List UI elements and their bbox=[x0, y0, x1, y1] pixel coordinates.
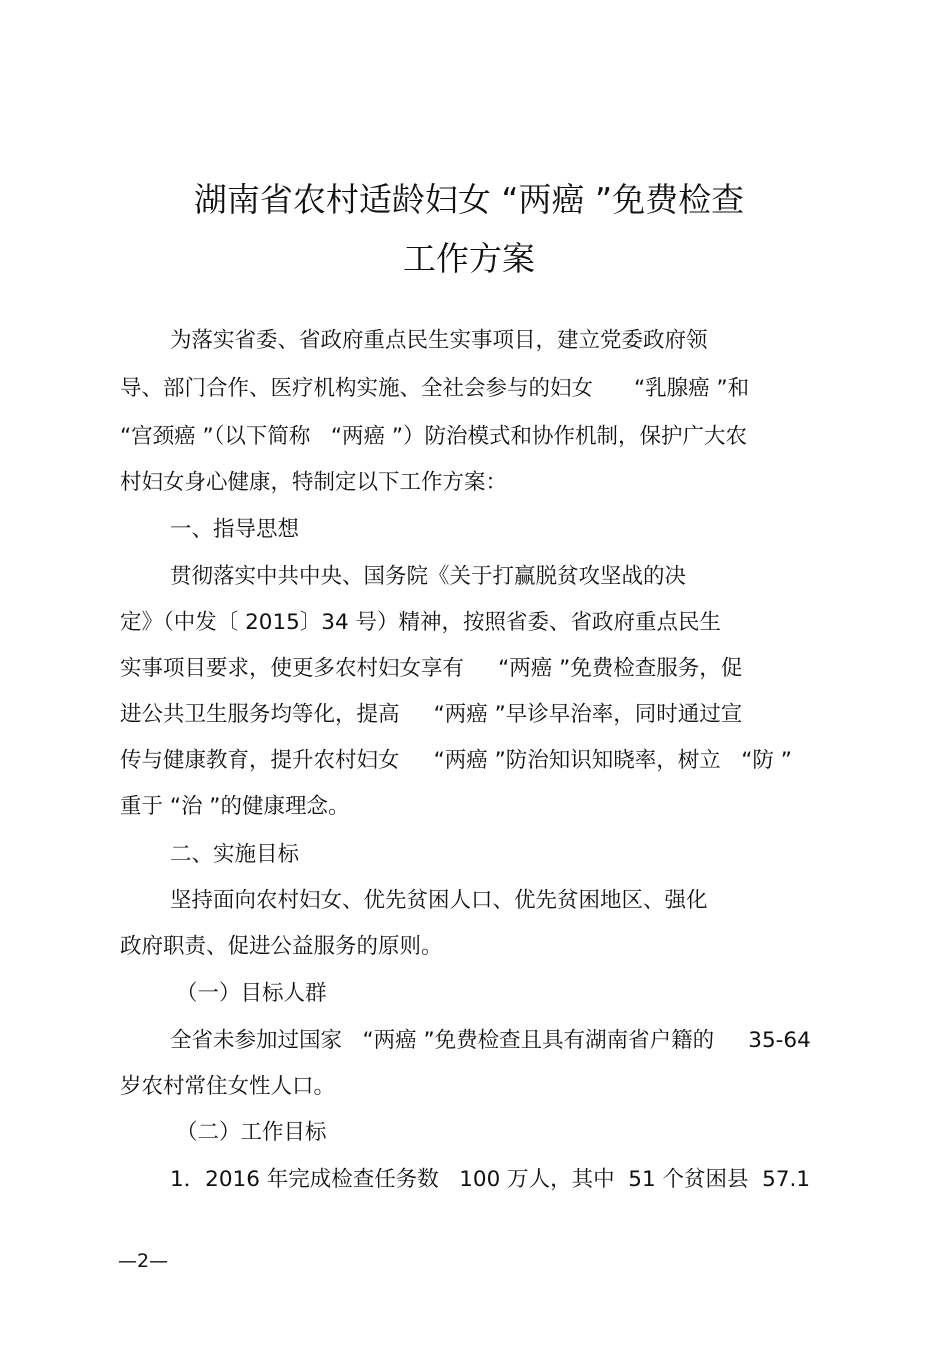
paragraph-line: 岁农村常住女性人口。 bbox=[120, 1074, 336, 1099]
paragraph-line: 村妇女身心健康，特制定以下工作方案： bbox=[120, 470, 508, 495]
paragraph-line: 全省未参加过国家 “两癌 ”免费检查且具有湖南省户籍的 35-64 bbox=[170, 1028, 811, 1053]
document-title-line-2: 工作方案 bbox=[403, 239, 535, 278]
paragraph-line: 传与健康教育，提升农村妇女 “两癌 ”防治知识知晓率，树立 “防 ” bbox=[120, 748, 792, 773]
section-heading-implementation-goals: 二、实施目标 bbox=[170, 842, 300, 867]
document-title-line-1: 湖南省农村适龄妇女 “两癌 ”免费检查 bbox=[193, 180, 745, 219]
paragraph-line: 实事项目要求，使更多农村妇女享有 “两癌 ”免费检查服务，促 bbox=[120, 656, 743, 681]
paragraph-line: 贯彻落实中共中央、国务院《关于打赢脱贫攻坚战的决 bbox=[170, 564, 687, 589]
subsection-heading-target-population: （一）目标人群 bbox=[176, 981, 327, 1006]
paragraph-line: 政府职责、促进公益服务的原则。 bbox=[120, 934, 443, 959]
paragraph-line: 1．2016 年完成检查任务数 100 万人，其中 51 个贫困县 57.1 bbox=[170, 1167, 811, 1192]
section-heading-guiding-thought: 一、指导思想 bbox=[170, 517, 300, 542]
subsection-heading-work-goals: （二）工作目标 bbox=[176, 1120, 327, 1145]
paragraph-line: 重于 “治 ”的健康理念。 bbox=[120, 794, 350, 819]
paragraph-line: 进公共卫生服务均等化，提高 “两癌 ”早诊早治率，同时通过宣 bbox=[120, 702, 743, 727]
paragraph-line: 为落实省委、省政府重点民生实事项目，建立党委政府领 bbox=[170, 328, 708, 353]
page-number: —2— bbox=[118, 1250, 169, 1272]
paragraph-line: 定》（中发〔 2015〕34 号）精神，按照省委、省政府重点民生 bbox=[120, 610, 721, 635]
paragraph-line: 导、部门合作、医疗机构实施、全社会参与的妇女 “乳腺癌 ”和 bbox=[120, 376, 750, 401]
paragraph-line: 坚持面向农村妇女、优先贫困人口、优先贫困地区、强化 bbox=[170, 888, 708, 913]
paragraph-line: “宫颈癌 ”（以下简称 “两癌 ”）防治模式和协作机制，保护广大农 bbox=[120, 424, 747, 449]
